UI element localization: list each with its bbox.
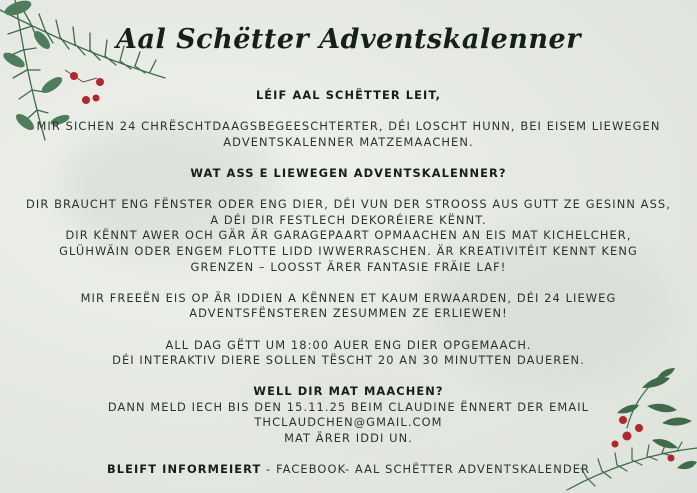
page-title: Aal Schëtter Adventskalenner: [116, 24, 581, 55]
footer-line: [20, 462, 677, 478]
contact-line-3: MAT ÄRER IDDI UN.: [284, 431, 413, 446]
question-heading-1: WAT ASS E LIEWEGEN ADVENTSKALENNER?: [190, 165, 507, 180]
greeting: LÉIF AAL SCHËTTER LEIT,: [255, 88, 442, 102]
answer-line-3: DIR KËNNT AWER OCH GÄR ÄR GARAGEPAART OPMAACHEN AN EIS MAT KICHELCHER,: [65, 228, 632, 243]
answer-line-2: A DÉI DIR FESTLECH DEKORÉIERE KËNNT.: [210, 212, 487, 227]
answer-line-4: GLÜHWÄIN ODER ENGEM FLOTTE LIDD IWWERRASCHEN. ÄR KREATIVITÉIT KENNT KENG: [59, 243, 638, 258]
intro-line-1: MIR SICHEN 24 CHRËSCHTDAAGSBEGEESCHTERTER, DÉI LOSCHT HUNN, BEI EISEM LIEWEGEN: [36, 119, 661, 134]
contact-line-1: DANN MELD IECH BIS DEN 15.11.25 BEIM CLAUDINE ËNNERT DER EMAIL: [107, 399, 590, 414]
hope-line-1: MIR FREEËN EIS OP ÄR IDDIEN A KËNNEN ET KAUM ERWAARDEN, DÉI 24 LIEWEG: [80, 290, 617, 305]
footer-rest: - FACEBOOK- AAL SCHËTTER ADVENTSKALENDER: [261, 462, 591, 477]
daily-line-1: ALL DAG GËTT UM 18:00 AUER ENG DIER OPGEMAACH.: [165, 337, 532, 352]
contact-email: THCLAUDCHEN@GMAIL.COM: [254, 415, 443, 430]
question-heading-2: WELL DIR MAT MAACHEN?: [253, 384, 444, 399]
answer-line-5: GRENZEN – LOOSST ÄRER FANTASIE FRÄIE LAF!: [190, 259, 507, 274]
footer-bold: BLEIFT INFORMEIERT: [106, 462, 262, 477]
intro-line-2: ADVENTSKALENNER MATZEMAACHEN.: [223, 134, 474, 149]
answer-line-1: DIR BRAUCHT ENG FËNSTER ODER ENG DIER, DÉI VUN DER STROOSS AUS GUTT ZE GESINN ASS,: [26, 197, 671, 212]
hope-line-2: ADVENTSFËNSTEREN ZESUMMEN ZE ERLIEWEN!: [189, 306, 508, 321]
letter-body: [20, 88, 677, 478]
daily-line-2: DÉI INTERAKTIV DIERE SOLLEN TËSCHT 20 AN 30 MINUTTEN DAUEREN.: [112, 353, 585, 368]
